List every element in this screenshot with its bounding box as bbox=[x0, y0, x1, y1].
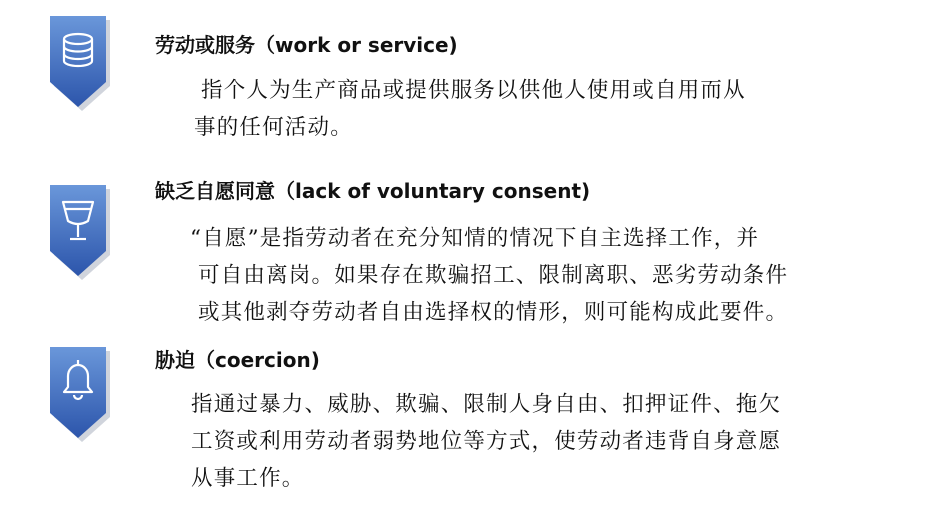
badge bbox=[50, 16, 107, 112]
description-line: 事的任何活动。 bbox=[194, 115, 353, 140]
item-title: 胁迫（coercion) bbox=[155, 348, 320, 372]
badge bbox=[50, 347, 107, 443]
item-description bbox=[190, 220, 789, 331]
description-line: “自愿”是指劳动者在充分知情的情况下自主选择工作，并 bbox=[190, 226, 760, 251]
description-line: 或其他剥夺劳动者自由选择权的情形，则可能构成此要件。 bbox=[198, 300, 789, 325]
description-line: 指通过暴力、威胁、欺骗、限制人身自由、扣押证件、拖欠 bbox=[191, 392, 782, 417]
item-description bbox=[191, 386, 781, 497]
item-description bbox=[194, 72, 746, 146]
item-title: 劳动或服务（work or service) bbox=[155, 33, 458, 57]
badge bbox=[50, 185, 107, 281]
item-title: 缺乏自愿同意（lack of voluntary consent) bbox=[155, 179, 591, 203]
description-line: 从事工作。 bbox=[191, 466, 305, 491]
description-line: 可自由离岗。如果存在欺骗招工、限制离职、恶劣劳动条件 bbox=[198, 263, 789, 288]
description-line: 工资或利用劳动者弱势地位等方式，使劳动者违背自身意愿 bbox=[191, 429, 782, 454]
description-line: 指个人为生产商品或提供服务以供他人使用或自用而从 bbox=[201, 78, 746, 103]
